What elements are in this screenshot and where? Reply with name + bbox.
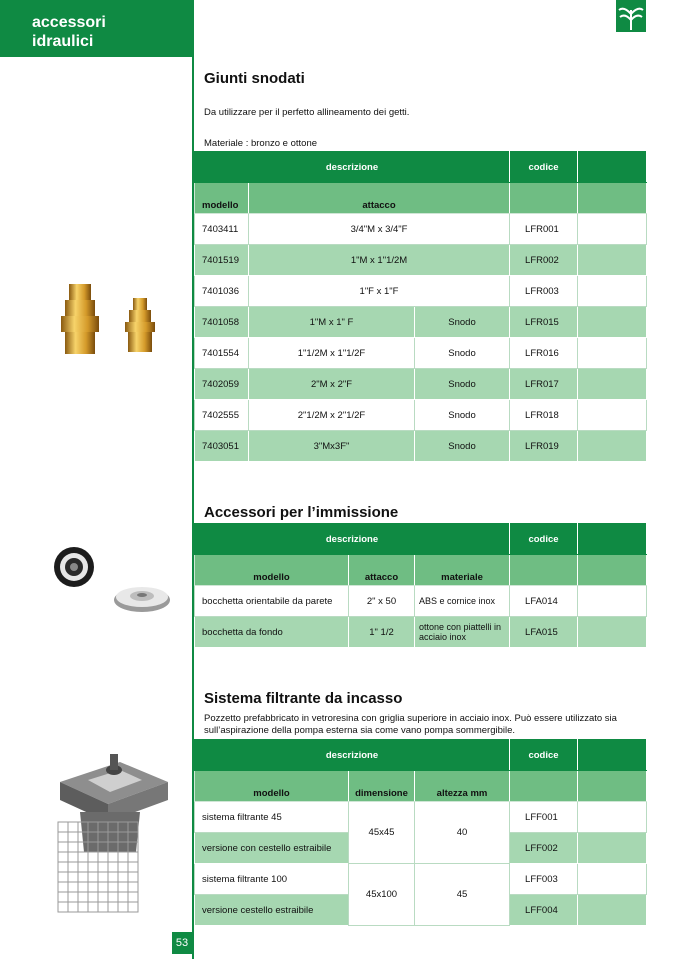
giunti-title: Giunti snodati [204,70,305,87]
col-header-codice: codice [510,152,578,183]
floor-nozzle-image [112,582,172,619]
accessori-title: Accessori per l’immissione [204,504,399,521]
col-header-modello: modello [195,771,349,802]
col-header-altezza: altezza mm [415,771,510,802]
table-row: sistema filtrante 100 45x100 45 LFF003 [195,864,647,895]
table-row: sistema filtrante 45 45x45 40 LFF001 [195,802,647,833]
col-header-codice: codice [510,524,578,555]
accessori-table [194,523,647,648]
giunti-table [194,151,647,462]
table-row: 7401058 1"M x 1" F Snodo LFR015 [195,307,647,338]
section-title-line2: idraulici [32,33,94,50]
table-row: 7401036 1"F x 1"F LFR003 [195,276,647,307]
col-header-codice: codice [510,740,578,771]
col-header-descrizione: descrizione [195,524,510,555]
sistema-table [194,739,647,926]
col-header-modello: modello [195,555,349,586]
table-row: 7401554 1"1/2M x 1"1/2F Snodo LFR016 [195,338,647,369]
sistema-description: Pozzetto prefabbricato in vetroresina con griglia superiore in acciaio inox. Può essere utilizzato sia sull’aspirazione della pompa esterna sia come vano pompa sommergibile. [204,713,617,736]
leaf-logo-icon [616,0,646,32]
inlet-nozzle-image [52,545,96,594]
table-row: 7401519 1"M x 1"1/2M LFR002 [195,245,647,276]
filter-box-image [50,752,170,922]
table-row: 7403411 3/4"M x 3/4"F LFR001 [195,214,647,245]
table-row: bocchetta orientabile da parete 2" x 50 ABS e cornice inox LFA014 [195,586,647,617]
col-header-materiale: materiale [415,555,510,586]
section-title-line1: accessori [32,14,106,31]
table-row: versione cestello estraibile LFF004 [195,895,647,926]
table-row: versione con cestello estraibile LFF002 [195,833,647,864]
col-header-attacco: attacco [349,555,415,586]
brass-fittings-image [55,280,165,365]
giunti-material: Materiale : bronzo e ottone [204,138,318,149]
sistema-title: Sistema filtrante da incasso [204,690,403,707]
page-number: 53 [172,932,192,954]
col-header-dimensione: dimensione [349,771,415,802]
table-row: 7402059 2"M x 2"F Snodo LFR017 [195,369,647,400]
col-header-modello: modello [195,183,249,214]
table-row: bocchetta da fondo 1" 1/2 ottone con piattelli in acciaio inox LFA015 [195,617,647,648]
table-row: 7403051 3"Mx3F" Snodo LFR019 [195,431,647,462]
col-header-attacco: attacco [249,183,510,214]
brand-logo [616,0,646,32]
table-row: 7402555 2"1/2M x 2"1/2F Snodo LFR018 [195,400,647,431]
giunti-description: Da utilizzare per il perfetto allineamento dei getti. [204,107,410,118]
col-header-descrizione: descrizione [195,740,510,771]
col-header-descrizione: descrizione [195,152,510,183]
section-header [0,0,192,57]
